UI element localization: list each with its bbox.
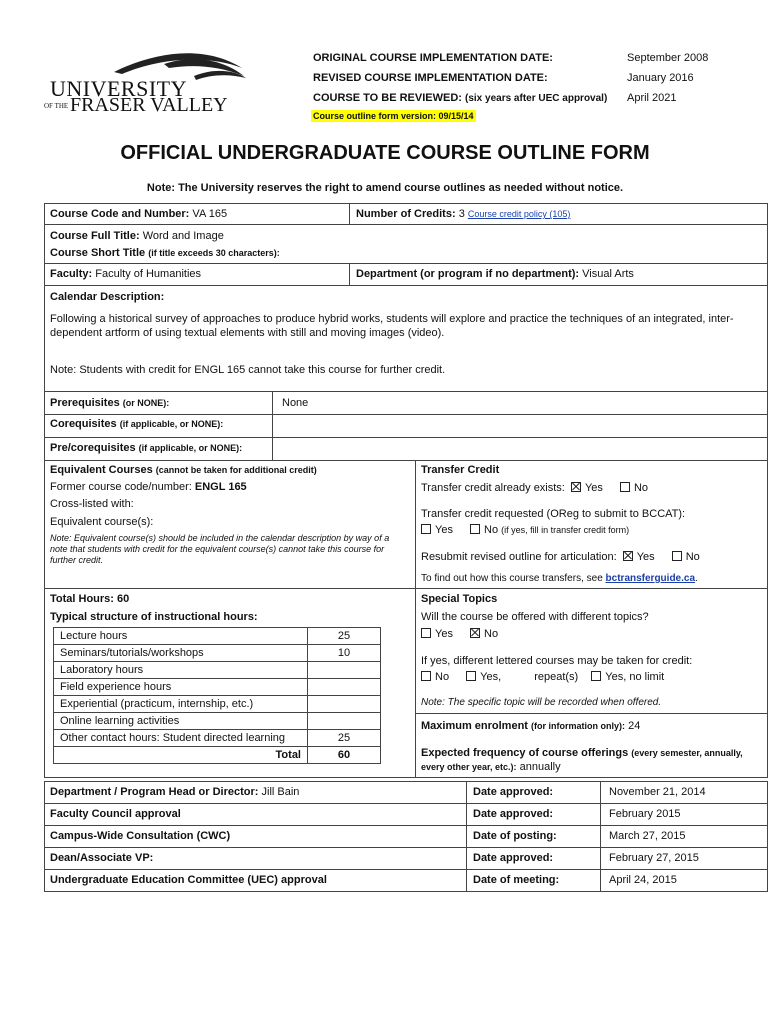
review-date-label-row xyxy=(313,92,607,104)
special-topics-yes-checkbox[interactable] xyxy=(421,628,431,638)
department-row xyxy=(356,268,634,280)
approval-value: Jill Bain xyxy=(261,786,300,798)
faculty-value: Faculty of Humanities xyxy=(95,268,202,280)
approval-label: Department / Program Head or Director: xyxy=(50,786,259,798)
table-row xyxy=(54,713,381,730)
resubmit-no-checkbox[interactable] xyxy=(672,551,682,561)
approval-date: March 27, 2015 xyxy=(609,830,686,842)
approval-label: Dean/Associate VP: xyxy=(50,852,154,864)
short-title-row xyxy=(50,247,280,259)
full-title-label: Course Full Title: xyxy=(50,230,140,242)
former-course-row xyxy=(50,481,247,493)
lettered-yes-checkbox[interactable] xyxy=(466,671,476,681)
transfer-requested-yes-label: Yes xyxy=(435,524,453,536)
transfer-exists-label: Transfer credit already exists: xyxy=(421,482,565,494)
revised-date-label: REVISED COURSE IMPLEMENTATION DATE: xyxy=(313,72,548,84)
special-topics-question: Will the course be offered with different topics? xyxy=(421,611,649,623)
resubmit-no-label: No xyxy=(685,551,700,563)
transfer-requested-no-label: No xyxy=(484,524,499,536)
bctransferguide-link[interactable]: bctransferguide.ca xyxy=(605,573,696,584)
calendar-note: Note: Students with credit for ENGL 165 cannot take this course for further credit. xyxy=(50,364,446,376)
approval-date: April 24, 2015 xyxy=(609,874,677,886)
review-date-note: (six years after UEC approval) xyxy=(465,93,608,104)
review-date-value: April 2021 xyxy=(627,92,677,104)
hours-row-value[interactable] xyxy=(308,696,381,713)
frequency-row xyxy=(421,746,761,774)
transfer-requested-row xyxy=(421,524,629,536)
approval-label: Campus-Wide Consultation (CWC) xyxy=(50,830,231,842)
corequisites-label: Corequisites xyxy=(50,418,117,430)
total-hours-value: 60 xyxy=(117,593,130,605)
university-logo xyxy=(44,46,249,118)
precorequisites-note: (if applicable, or NONE): xyxy=(138,443,243,453)
transfer-find-end: . xyxy=(695,573,698,584)
review-date-label: COURSE TO BE REVIEWED: xyxy=(313,92,462,104)
page-title: OFFICIAL UNDERGRADUATE COURSE OUTLINE FORM xyxy=(120,142,650,164)
prerequisites-label: Prerequisites xyxy=(50,397,120,409)
hours-row-value[interactable]: 10 xyxy=(308,645,381,662)
hours-structure-label: Typical structure of instructional hours: xyxy=(50,611,258,623)
former-course-value: ENGL 165 xyxy=(194,481,247,493)
hours-table xyxy=(53,627,381,764)
calendar-label: Calendar Description: xyxy=(50,291,165,303)
course-code-label: Course Code and Number: xyxy=(50,208,190,220)
prerequisites-row xyxy=(50,397,169,409)
frequency-note: (every semester, annually, every other year, etc.): xyxy=(421,748,743,772)
max-enrolment-row xyxy=(421,720,640,732)
special-topics-note: Note: The specific topic will be recorded when offered. xyxy=(421,697,662,708)
lettered-nolimit-label: Yes, no limit xyxy=(605,671,665,683)
equivalent-label: Equivalent Courses xyxy=(50,464,153,476)
hours-row-label: Experiential (practicum, internship, etc.) xyxy=(54,696,308,713)
precorequisites-label: Pre/corequisites xyxy=(50,442,136,454)
special-topics-options xyxy=(421,628,498,640)
special-topics-no-label: No xyxy=(484,628,499,640)
credits-row xyxy=(356,208,570,220)
hours-row-label: Seminars/tutorials/workshops xyxy=(54,645,308,662)
hours-row-label: Online learning activities xyxy=(54,713,308,730)
approval-date: November 21, 2014 xyxy=(609,786,706,798)
total-hours-row xyxy=(50,593,129,605)
hours-total-value: 60 xyxy=(308,747,381,764)
form-version: Course outline form version: 09/15/14 xyxy=(313,111,474,121)
lettered-yes-label: Yes, xyxy=(480,671,502,683)
hours-row-value[interactable]: 25 xyxy=(308,730,381,747)
lettered-nolimit-checkbox[interactable] xyxy=(591,671,601,681)
corequisites-row xyxy=(50,418,223,430)
approval-date-label: Date of posting: xyxy=(473,830,557,842)
transfer-requested-note: (if yes, fill in transfer credit form) xyxy=(501,525,630,535)
table-row xyxy=(54,730,381,747)
hours-row-value[interactable]: 25 xyxy=(308,628,381,645)
special-topics-label: Special Topics xyxy=(421,593,498,605)
frequency-label: Expected frequency of course offerings xyxy=(421,747,629,759)
transfer-find-text: To find out how this course transfers, see xyxy=(421,573,603,584)
original-date-value: September 2008 xyxy=(627,52,709,64)
credits-value: 3 xyxy=(458,208,465,220)
approval-date-label: Date approved: xyxy=(473,786,554,798)
transfer-exists-no-checkbox[interactable] xyxy=(620,482,630,492)
hours-row-value[interactable] xyxy=(308,713,381,730)
equivalent-courses-label: Equivalent course(s): xyxy=(50,516,154,528)
transfer-exists-yes-label: Yes xyxy=(584,482,603,494)
full-title-value: Word and Image xyxy=(142,230,224,242)
course-code-value: VA 165 xyxy=(192,208,228,220)
short-title-label: Course Short Title xyxy=(50,247,146,259)
hours-row-value[interactable] xyxy=(308,662,381,679)
lettered-courses-label: If yes, different lettered courses may be taken for credit: xyxy=(421,655,693,667)
transfer-credit-label: Transfer Credit xyxy=(421,464,500,476)
table-row xyxy=(54,645,381,662)
disclaimer-note: Note: The University reserves the right to amend course outlines as needed without notice. xyxy=(146,182,624,194)
table-row xyxy=(54,747,381,764)
precorequisites-row xyxy=(50,442,242,454)
transfer-exists-no-label: No xyxy=(633,482,649,494)
approval-date-label: Date of meeting: xyxy=(473,874,560,886)
faculty-row xyxy=(50,268,201,280)
approval-date: February 2015 xyxy=(609,808,681,820)
frequency-value: annually xyxy=(519,761,561,773)
resubmit-label: Resubmit revised outline for articulation: xyxy=(421,551,617,563)
resubmit-yes-label: Yes xyxy=(636,551,655,563)
corequisites-note: (if applicable, or NONE): xyxy=(119,419,224,429)
approval-date-label: Date approved: xyxy=(473,852,554,864)
hours-row-label: Laboratory hours xyxy=(54,662,308,679)
cross-listed-label: Cross-listed with: xyxy=(50,498,134,510)
hours-row-label: Field experience hours xyxy=(54,679,308,696)
hours-row-value[interactable] xyxy=(308,679,381,696)
logo-of-the: OF THE xyxy=(44,102,69,110)
table-row xyxy=(54,696,381,713)
former-course-label: Former course code/number: xyxy=(50,481,192,493)
revised-date-value: January 2016 xyxy=(627,72,694,84)
lettered-no-label: No xyxy=(435,671,450,683)
logo-line1: UNIVERSITY xyxy=(50,76,187,101)
transfer-requested-label: Transfer credit requested (OReg to submit to BCCAT): xyxy=(421,508,686,520)
special-topics-no-checkbox[interactable] xyxy=(470,628,480,638)
calendar-text: Following a historical survey of approaches to produce hybrid works, students will explore and practice the techniques of an integrated, inter-dependent artform of using textual elements with still and moving images (video). xyxy=(50,313,734,339)
approval-row xyxy=(50,786,299,798)
transfer-exists-yes-checkbox[interactable] xyxy=(571,482,581,492)
max-enrolment-note: (for information only): xyxy=(531,721,626,731)
table-row xyxy=(54,662,381,679)
transfer-requested-no-checkbox[interactable] xyxy=(470,524,480,534)
faculty-label: Faculty: xyxy=(50,268,93,280)
hours-row-label: Lecture hours xyxy=(54,628,308,645)
credit-policy-link[interactable]: Course credit policy (105) xyxy=(467,209,571,219)
max-enrolment-label: Maximum enrolment xyxy=(421,720,528,732)
transfer-requested-yes-checkbox[interactable] xyxy=(421,524,431,534)
transfer-exists-row xyxy=(421,482,648,494)
department-label: Department (or program if no department): xyxy=(356,268,580,280)
max-enrolment-value: 24 xyxy=(628,720,641,732)
hours-row-label: Other contact hours: Student directed learning xyxy=(54,730,308,747)
table-row xyxy=(54,628,381,645)
table-row xyxy=(54,679,381,696)
approval-label: Faculty Council approval xyxy=(50,808,181,820)
original-date-label: ORIGINAL COURSE IMPLEMENTATION DATE: xyxy=(313,52,553,64)
resubmit-yes-checkbox[interactable] xyxy=(623,551,633,561)
prerequisites-note: (or NONE): xyxy=(122,398,170,408)
transfer-find-row xyxy=(421,573,698,584)
course-code-row xyxy=(50,208,227,220)
lettered-repeat-label: repeat(s) xyxy=(534,671,579,683)
credits-label: Number of Credits: xyxy=(356,208,456,220)
prerequisites-value: None xyxy=(282,397,309,409)
department-value: Visual Arts xyxy=(582,268,634,280)
lettered-no-checkbox[interactable] xyxy=(421,671,431,681)
hours-total-label: Total xyxy=(275,749,301,761)
lettered-courses-options xyxy=(421,671,664,683)
equivalent-note: Note: Equivalent course(s) should be included in the calendar description by way of a note that students with credit for the equivalent course(s) cannot take this course for further credit. xyxy=(50,533,390,565)
short-title-note: (if title exceeds 30 characters): xyxy=(148,248,280,258)
approval-date-label: Date approved: xyxy=(473,808,554,820)
logo-line2: FRASER VALLEY xyxy=(70,94,228,116)
resubmit-row xyxy=(421,551,700,563)
full-title-row xyxy=(50,230,224,242)
special-topics-yes-label: Yes xyxy=(435,628,453,640)
equivalent-row xyxy=(50,464,317,476)
equivalent-label-note: (cannot be taken for additional credit) xyxy=(155,465,317,475)
approval-label: Undergraduate Education Committee (UEC) approval xyxy=(50,874,327,886)
approval-date: February 27, 2015 xyxy=(609,852,699,864)
total-hours-label: Total Hours: xyxy=(50,593,114,605)
